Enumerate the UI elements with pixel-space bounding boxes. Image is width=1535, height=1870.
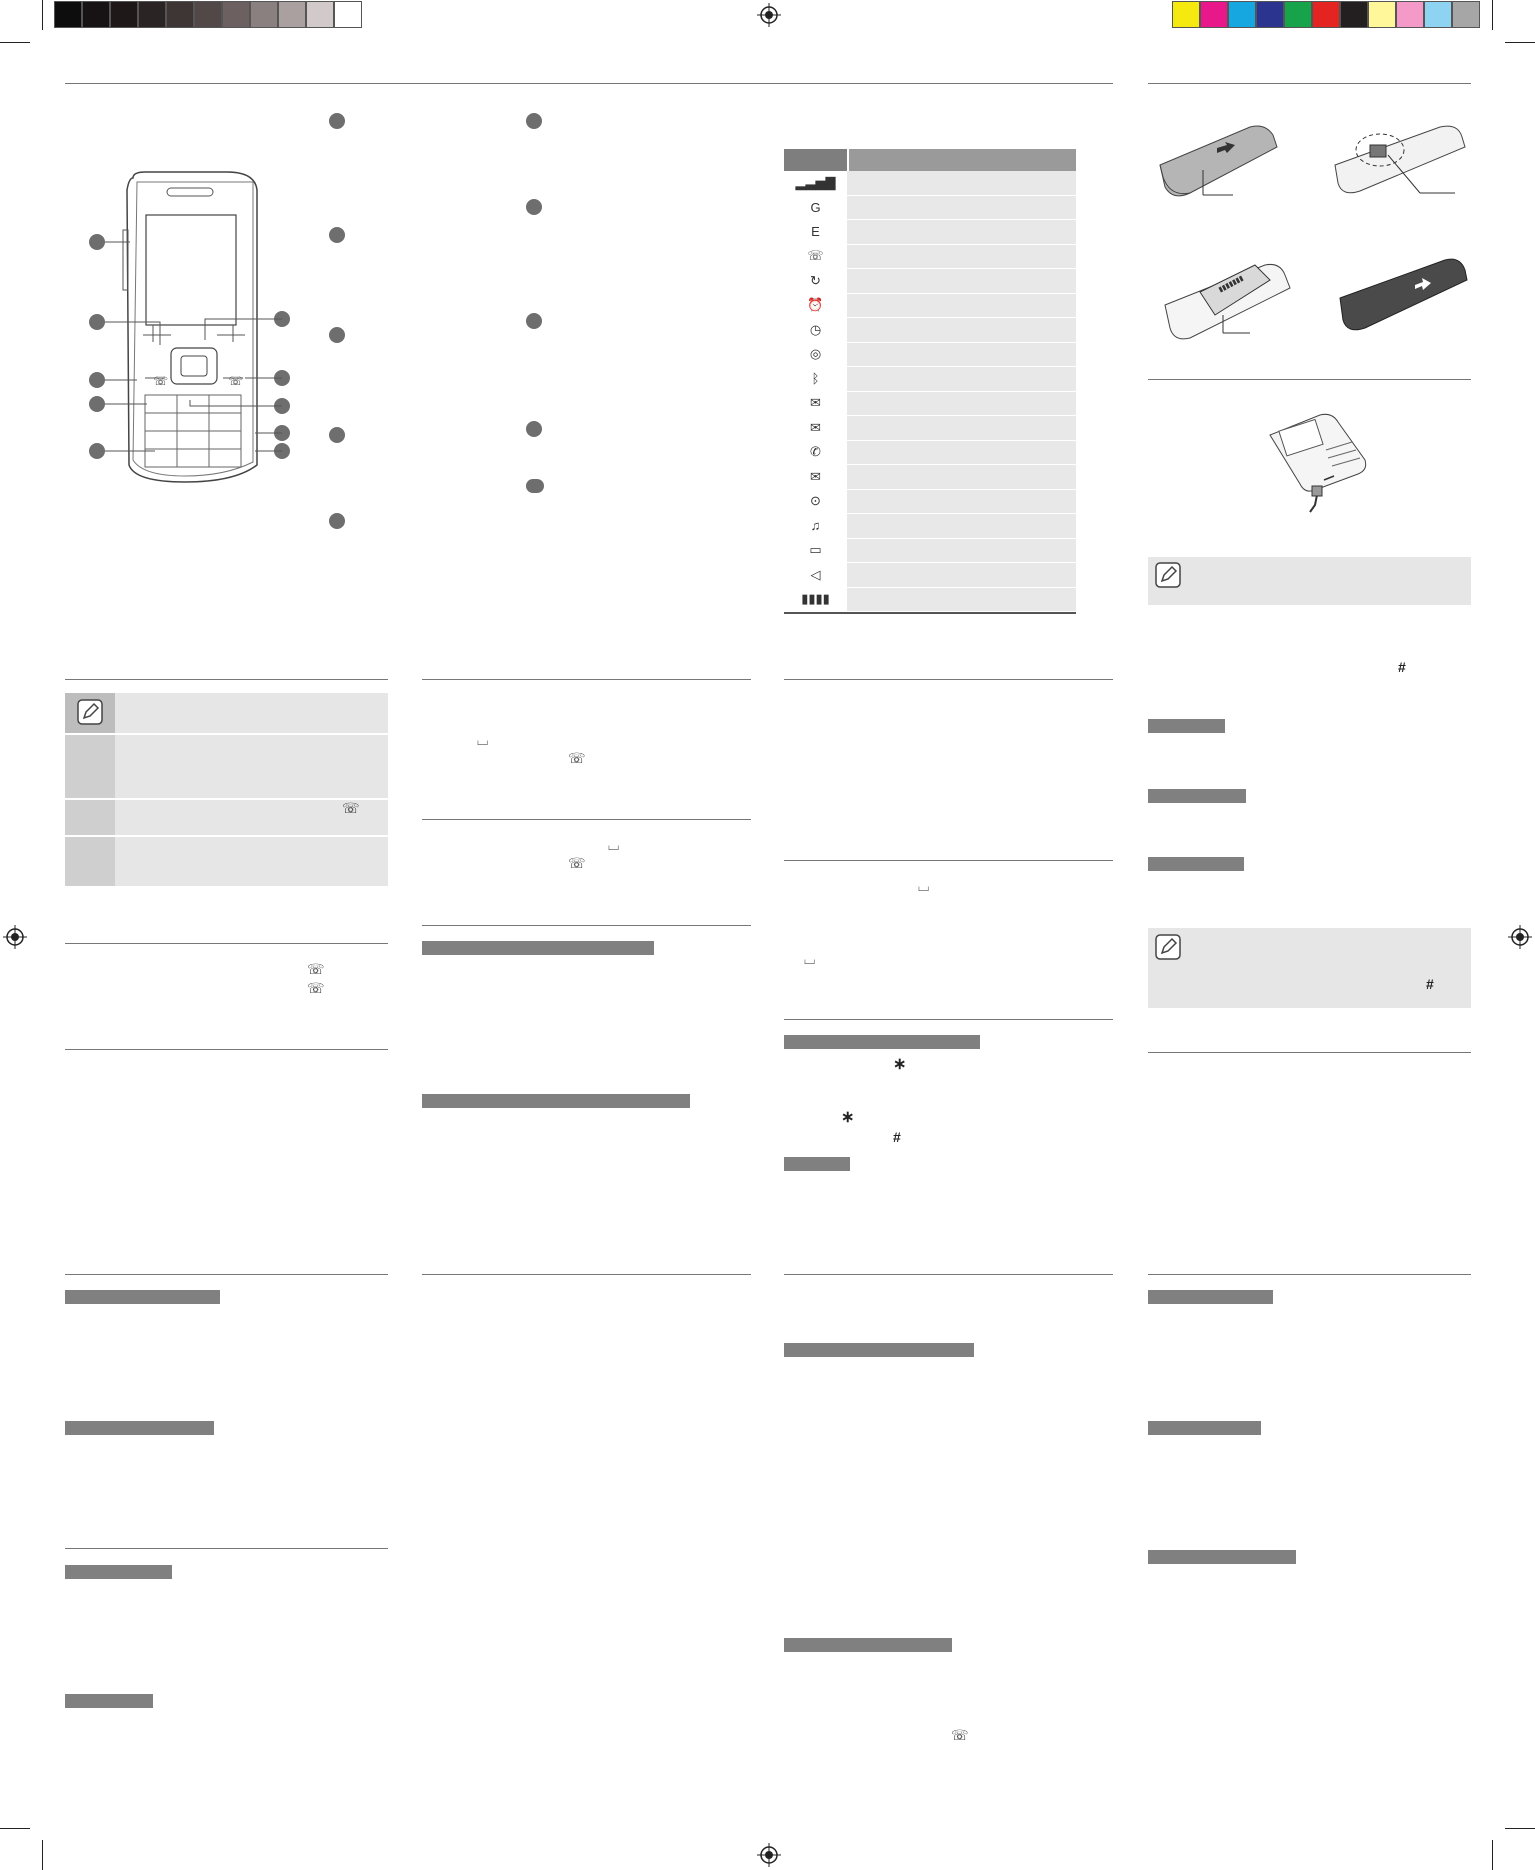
gray-swatch (166, 1, 194, 28)
table-divider (65, 733, 388, 735)
icon-description-cell (847, 343, 1076, 367)
icon-description-cell (847, 245, 1076, 269)
color-swatch (1368, 1, 1396, 28)
gray-swatch (110, 1, 138, 28)
subheading-bar (1148, 1290, 1273, 1304)
icon-description-cell (847, 588, 1076, 612)
space-key-glyph: ⌴ (608, 837, 620, 853)
icon-table-row (784, 367, 1076, 392)
color-swatch (1340, 1, 1368, 28)
end-key-glyph: ☏ (307, 980, 325, 996)
bluetooth-icon: ᛒ (784, 367, 847, 391)
table-divider (65, 798, 388, 800)
gray-swatch (250, 1, 278, 28)
subheading-bar (422, 1094, 690, 1108)
section-rule (65, 1049, 388, 1050)
section-rule (422, 819, 751, 820)
callout-description-7 (526, 199, 542, 215)
subheading-bar (65, 1421, 214, 1435)
space-key-glyph: ⌴ (918, 878, 930, 894)
note-box-lock (1148, 928, 1471, 1008)
subheading-bar (784, 1638, 952, 1652)
registration-mark-icon (1508, 925, 1532, 949)
note-icon (1154, 933, 1182, 961)
icon-description-cell (847, 367, 1076, 391)
alarm-icon: ⏰ (784, 294, 847, 318)
icon-table-row (784, 294, 1076, 319)
insert-battery-illustration (1160, 250, 1300, 350)
crop-mark (1492, 0, 1493, 30)
section-rule (784, 1274, 1113, 1275)
clock-icon: ◷ (784, 318, 847, 342)
note-table-row-cell (65, 735, 115, 798)
icon-table-row (784, 441, 1076, 466)
new-sms-icon: ✉ (784, 392, 847, 416)
end-key-glyph: ☏ (307, 961, 325, 977)
gray-swatch (194, 1, 222, 28)
color-swatch (1396, 1, 1424, 28)
icon-table-row (784, 171, 1076, 196)
color-swatch (1284, 1, 1312, 28)
note-table-row-cell (65, 800, 115, 835)
callout-description-4 (329, 427, 345, 443)
subheading-bar (1148, 857, 1244, 871)
icon-description-cell (847, 171, 1076, 195)
subheading-bar (65, 1694, 153, 1708)
callout-description-6 (526, 113, 542, 129)
gray-swatch (82, 1, 110, 28)
section-rule (1148, 379, 1471, 380)
insert-sim-illustration (1330, 115, 1480, 210)
table-divider (65, 835, 388, 837)
section-rule (65, 679, 388, 680)
subheading-bar (1148, 789, 1246, 803)
normal-profile-icon: ◁ (784, 563, 847, 587)
callout-description-8 (526, 313, 542, 329)
gray-swatch (278, 1, 306, 28)
end-key-glyph: ☏ (568, 750, 586, 766)
svg-text:☏: ☏ (153, 374, 169, 388)
fm-radio-icon: ⊙ (784, 490, 847, 514)
section-rule (1148, 1052, 1471, 1053)
section-rule (1148, 1274, 1471, 1275)
icon-table-row (784, 490, 1076, 515)
icon-description-cell (847, 539, 1076, 563)
callout-description-2 (329, 227, 345, 243)
end-key-glyph: ☏ (951, 1727, 969, 1743)
hash-key-glyph: # (1426, 976, 1434, 992)
hash-key-glyph: # (1398, 659, 1406, 675)
icon-description-cell (847, 196, 1076, 220)
subheading-bar (65, 1290, 220, 1304)
crop-mark (0, 1828, 30, 1829)
star-key-glyph: ∗ (893, 1056, 907, 1073)
signal-strength-icon: ▂▃▅▇ (784, 171, 847, 195)
svg-text:▮▮▮▮▮▮▮: ▮▮▮▮▮▮▮ (1217, 274, 1245, 294)
crop-mark (0, 42, 30, 43)
space-key-glyph: ⌴ (804, 951, 816, 967)
subheading-bar (1148, 1550, 1296, 1564)
icon-description-cell (847, 392, 1076, 416)
icon-table-row (784, 220, 1076, 245)
section-rule (784, 860, 1113, 861)
gray-swatch (54, 1, 82, 28)
call-diverting-icon: ↻ (784, 269, 847, 293)
charging-illustration (1260, 410, 1380, 515)
subheading-bar (784, 1157, 850, 1171)
section-rule (65, 83, 1113, 84)
color-swatch (1172, 1, 1200, 28)
note-icon (76, 698, 104, 726)
space-key-glyph: ⌴ (477, 732, 489, 748)
icon-description-cell (847, 514, 1076, 538)
new-mms-icon: ✉ (784, 416, 847, 440)
note-icon (1154, 561, 1182, 589)
color-swatch (1256, 1, 1284, 28)
icon-table-row (784, 269, 1076, 294)
end-key-glyph: ☏ (568, 855, 586, 871)
section-rule (422, 925, 751, 926)
registration-mark-icon (757, 3, 781, 27)
icon-description-cell (847, 269, 1076, 293)
section-rule (1148, 83, 1471, 84)
icon-table-row (784, 465, 1076, 490)
icon-table-row (784, 416, 1076, 441)
color-swatch (1424, 1, 1452, 28)
music-icon: ♫ (784, 514, 847, 538)
callout-description-9 (526, 421, 542, 437)
call-in-progress-icon: ☏ (784, 245, 847, 269)
color-swatch (1200, 1, 1228, 28)
icon-description-cell (847, 294, 1076, 318)
icon-table-row (784, 563, 1076, 588)
section-rule (65, 1274, 388, 1275)
subheading-bar (1148, 1421, 1261, 1435)
remove-back-cover-illustration (1155, 115, 1285, 210)
crop-mark (42, 1840, 43, 1870)
icon-table-row (784, 245, 1076, 270)
replace-back-cover-illustration (1335, 250, 1475, 340)
icon-description-cell (847, 465, 1076, 489)
section-rule (784, 1019, 1113, 1020)
icon-table-row (784, 392, 1076, 417)
gray-swatch (222, 1, 250, 28)
battery-level-icon: ▮▮▮▮ (784, 588, 847, 612)
gray-swatch (334, 1, 362, 28)
gprs-icon: G (784, 196, 847, 220)
icon-description-cell (847, 563, 1076, 587)
callout-description-3 (329, 327, 345, 343)
subheading-bar (65, 1565, 172, 1579)
icon-table-header (784, 149, 1076, 171)
subheading-bar (784, 1343, 974, 1357)
color-swatch (1228, 1, 1256, 28)
registration-mark-icon (3, 925, 27, 949)
new-voicemail-icon: ✆ (784, 441, 847, 465)
callout-description-5 (329, 513, 345, 529)
icon-description-cell (847, 441, 1076, 465)
icon-table-row (784, 318, 1076, 343)
icon-description-cell (847, 220, 1076, 244)
icon-table-row (784, 539, 1076, 564)
crop-mark (42, 0, 43, 30)
new-email-icon: ✉ (784, 465, 847, 489)
callout-description-1 (329, 113, 345, 129)
icon-description-cell (847, 416, 1076, 440)
svg-text:☏: ☏ (228, 374, 244, 388)
subheading-bar (784, 1035, 980, 1049)
subheading-bar (422, 941, 654, 955)
section-rule (422, 1274, 751, 1275)
crop-mark (1492, 1840, 1493, 1870)
icon-table-row (784, 588, 1076, 613)
hash-key-glyph: # (893, 1129, 901, 1145)
icon-table-row (784, 196, 1076, 221)
note-table-row-cell (65, 837, 115, 886)
gray-swatch (138, 1, 166, 28)
icon-table-row (784, 514, 1076, 539)
section-rule (65, 943, 388, 944)
subheading-bar (1148, 719, 1225, 733)
icon-description-cell (847, 490, 1076, 514)
section-rule (784, 679, 1113, 680)
callout-leaders (95, 230, 295, 460)
memory-card-icon: ▭ (784, 539, 847, 563)
callout-description-10 (526, 479, 544, 493)
crop-mark (1505, 1828, 1535, 1829)
note-box-charging (1148, 557, 1471, 605)
icon-description-cell (847, 318, 1076, 342)
indicator-icon-table (784, 149, 1076, 614)
star-key-glyph: ∗ (841, 1109, 855, 1126)
section-rule (422, 679, 751, 680)
registration-mark-icon (757, 1843, 781, 1867)
browsing-web-icon: ◎ (784, 343, 847, 367)
icon-table-row (784, 343, 1076, 368)
color-swatch (1312, 1, 1340, 28)
gray-swatch (306, 1, 334, 28)
end-key-glyph: ☏ (342, 800, 360, 816)
color-swatch (1452, 1, 1480, 28)
section-rule (65, 1548, 388, 1549)
crop-mark (1505, 42, 1535, 43)
edge-icon: E (784, 220, 847, 244)
